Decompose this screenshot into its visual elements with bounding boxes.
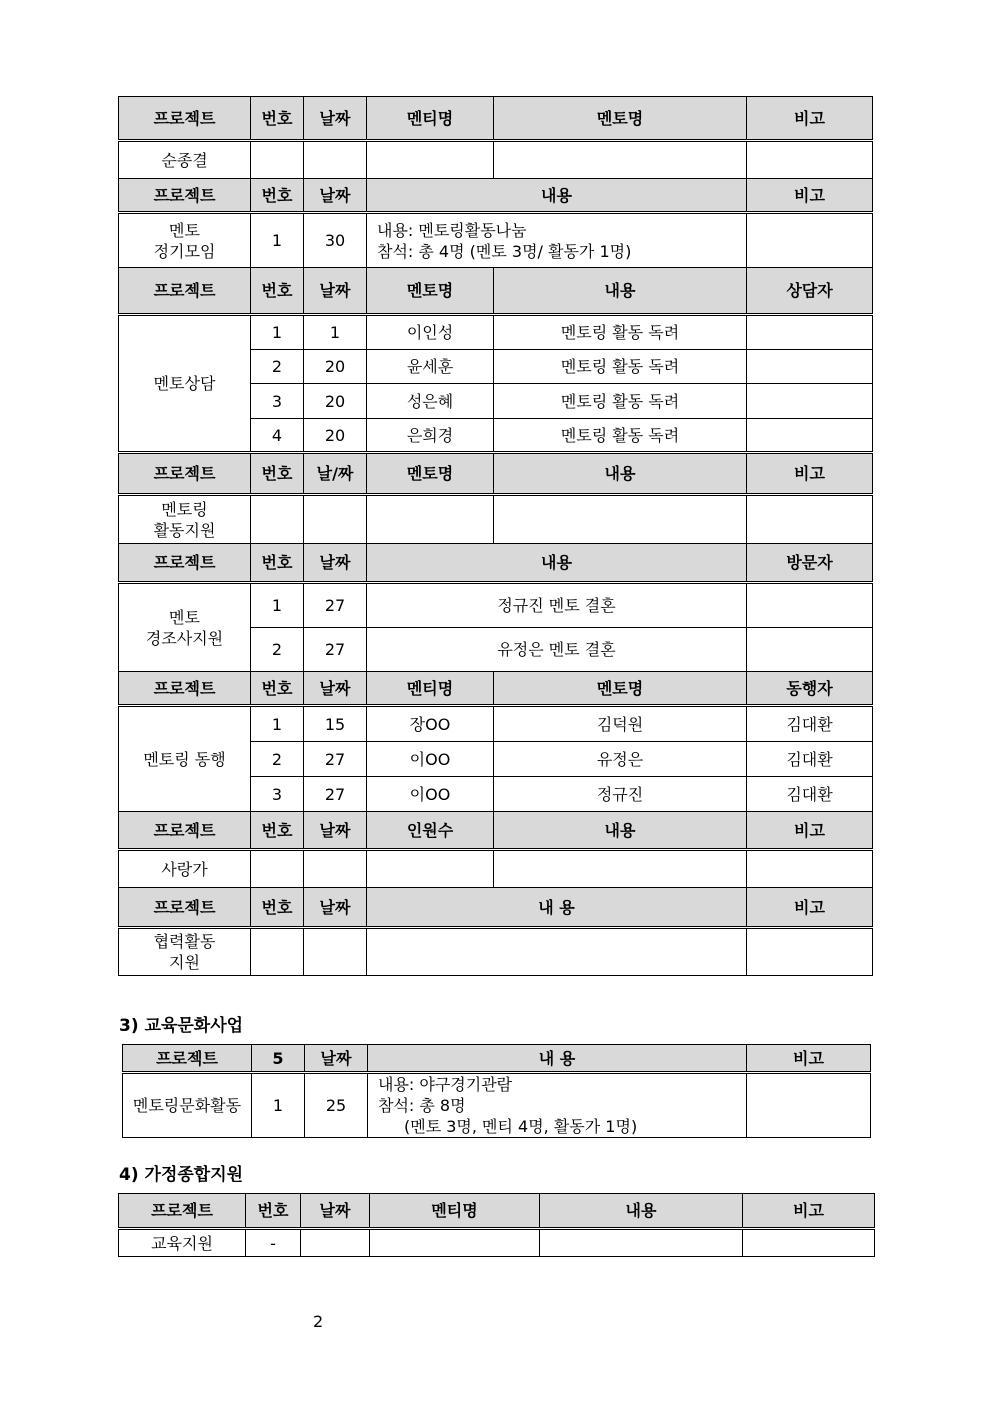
col-header-content: 내용 [494, 268, 747, 315]
table-row [119, 850, 873, 888]
col-header-mentor: 멘토명 [494, 97, 747, 141]
number-cell: 2 [251, 628, 304, 672]
mentor-cell: 김덕원 [494, 706, 747, 742]
header-row [119, 97, 873, 141]
page-number: 2 [313, 1312, 324, 1331]
project-line: 활동지원 [153, 520, 216, 540]
col-header-project: 프로젝트 [123, 1045, 252, 1073]
project-line: 경조사지원 [145, 628, 224, 648]
col-header-number: 번호 [251, 888, 304, 928]
col-header-date: 날/짜 [304, 453, 367, 495]
table-row [119, 495, 873, 544]
section-heading: 3) 교육문화사업 [119, 1016, 244, 1036]
table-row [119, 141, 873, 179]
header-row [119, 1194, 875, 1229]
table-row [119, 1229, 875, 1257]
content-line: 내용: 야구경기관람 [378, 1075, 513, 1094]
empty-cell [747, 315, 873, 350]
empty-cell [494, 495, 747, 544]
col-header-content: 내용 [367, 544, 747, 583]
companion-cell: 김대환 [747, 777, 873, 812]
project-line: 멘토 [169, 607, 200, 627]
col-header-project: 프로젝트 [119, 453, 251, 495]
empty-cell [747, 495, 873, 544]
content-line [378, 1116, 746, 1137]
content-line: 내용: 멘토링활동나눔 [377, 220, 527, 240]
project-cell [119, 928, 251, 976]
col-header-mentee: 멘티명 [367, 672, 494, 706]
empty-cell [747, 628, 873, 672]
empty-cell [251, 141, 304, 179]
empty-cell [304, 850, 367, 888]
col-header-note: 비고 [743, 1194, 875, 1229]
content-line: 참석: 총 8명 [378, 1096, 466, 1115]
mentee-cell: 장OO [367, 706, 494, 742]
project-cell: 멘토상담 [119, 315, 251, 453]
col-header-number: 5 [252, 1045, 305, 1073]
col-header-date: 날짜 [304, 544, 367, 583]
col-header-project: 프로젝트 [119, 1194, 246, 1229]
empty-cell [304, 141, 367, 179]
col-header-note: 비고 [747, 97, 873, 141]
col-header-date: 날짜 [304, 812, 367, 850]
empty-cell [540, 1229, 743, 1257]
col-header-mentee: 멘티명 [370, 1194, 540, 1229]
number-cell: 2 [251, 350, 304, 384]
col-header-date: 날짜 [304, 268, 367, 315]
col-header-mentee: 멘티명 [367, 97, 494, 141]
col-header-note: 비고 [747, 453, 873, 495]
family-support-table [118, 1193, 875, 1257]
date-cell: 20 [304, 350, 367, 384]
empty-cell [747, 213, 873, 268]
col-header-date: 날짜 [304, 97, 367, 141]
content-line-text: (멘토 3명, 멘티 4명, 활동가 1명) [404, 1117, 638, 1136]
project-line: 멘토링 [161, 499, 208, 519]
empty-cell [367, 495, 494, 544]
mentor-cell: 성은혜 [367, 384, 494, 419]
col-header-project: 프로젝트 [119, 179, 251, 213]
date-cell: 15 [304, 706, 367, 742]
col-header-content: 내용 [367, 179, 747, 213]
number-cell: 1 [251, 213, 304, 268]
project-line: 지원 [169, 953, 200, 972]
mentor-cell: 윤세훈 [367, 350, 494, 384]
table-row [123, 1073, 871, 1138]
header-row [119, 672, 873, 706]
col-header-content: 내 용 [367, 888, 747, 928]
project-line: 정기모임 [153, 241, 216, 261]
empty-cell [367, 850, 494, 888]
mentor-cell: 유정은 [494, 742, 747, 777]
empty-cell [747, 419, 873, 453]
mentor-cell: 정규진 [494, 777, 747, 812]
header-row [119, 268, 873, 315]
empty-cell [251, 495, 304, 544]
empty-cell [367, 141, 494, 179]
empty-cell [367, 928, 747, 976]
empty-cell [747, 141, 873, 179]
number-cell: 1 [251, 583, 304, 628]
empty-cell [747, 850, 873, 888]
empty-cell [251, 928, 304, 976]
empty-cell [304, 495, 367, 544]
col-header-content: 내 용 [368, 1045, 747, 1073]
project-cell: 순종결 [119, 141, 251, 179]
col-header-visitor: 방문자 [747, 544, 873, 583]
content-cell: 멘토링 활동 독려 [494, 350, 747, 384]
table-row [119, 928, 873, 976]
col-header-project: 프로젝트 [119, 812, 251, 850]
content-cell: 유정은 멘토 결혼 [367, 628, 747, 672]
project-cell [119, 495, 251, 544]
col-header-number: 번호 [251, 812, 304, 850]
col-header-project: 프로젝트 [119, 268, 251, 315]
header-row [119, 812, 873, 850]
table-row [119, 315, 873, 350]
project-line: 멘토 [169, 220, 200, 240]
number-cell: 3 [251, 384, 304, 419]
col-header-date: 날짜 [304, 179, 367, 213]
project-cell [119, 583, 251, 672]
table-row [119, 583, 873, 628]
col-header-companion: 동행자 [747, 672, 873, 706]
col-header-mentor: 멘토명 [494, 672, 747, 706]
empty-cell [747, 384, 873, 419]
content-line: 참석: 총 4명 (멘토 3명/ 활동가 1명) [377, 241, 632, 261]
empty-cell [301, 1229, 370, 1257]
number-cell: 4 [251, 419, 304, 453]
content-cell [368, 1073, 747, 1138]
col-header-number: 번호 [251, 544, 304, 583]
content-cell: 정규진 멘토 결혼 [367, 583, 747, 628]
col-header-note: 비고 [747, 1045, 871, 1073]
mentee-cell: 이OO [367, 777, 494, 812]
date-cell: 27 [304, 742, 367, 777]
empty-cell [251, 850, 304, 888]
project-line: 협력활동 [153, 932, 216, 951]
col-header-mentor: 멘토명 [367, 268, 494, 315]
col-header-counselor: 상담자 [747, 268, 873, 315]
col-header-project: 프로젝트 [119, 544, 251, 583]
col-header-headcount: 인원수 [367, 812, 494, 850]
col-header-number: 번호 [251, 453, 304, 495]
companion-cell: 김대환 [747, 706, 873, 742]
date-cell: 27 [304, 583, 367, 628]
date-cell: 1 [304, 315, 367, 350]
col-header-number: 번호 [246, 1194, 301, 1229]
header-row [123, 1045, 871, 1073]
table-row [119, 213, 873, 268]
number-cell: 1 [252, 1073, 305, 1138]
empty-cell [370, 1229, 540, 1257]
project-cell: 사랑가 [119, 850, 251, 888]
col-header-number: 번호 [251, 97, 304, 141]
mentor-cell: 이인성 [367, 315, 494, 350]
content-cell [367, 213, 747, 268]
content-cell: 멘토링 활동 독려 [494, 384, 747, 419]
table-row [119, 706, 873, 742]
col-header-content: 내용 [494, 453, 747, 495]
col-header-project: 프로젝트 [119, 888, 251, 928]
col-header-mentor: 멘토명 [367, 453, 494, 495]
empty-cell [494, 850, 747, 888]
empty-cell [494, 141, 747, 179]
col-header-date: 날짜 [304, 888, 367, 928]
col-header-content: 내용 [540, 1194, 743, 1229]
number-cell: - [246, 1229, 301, 1257]
mentor-cell: 은희경 [367, 419, 494, 453]
mentee-cell: 이OO [367, 742, 494, 777]
empty-cell [747, 1073, 871, 1138]
content-cell: 멘토링 활동 독려 [494, 419, 747, 453]
number-cell: 2 [251, 742, 304, 777]
col-header-note: 비고 [747, 888, 873, 928]
number-cell: 1 [251, 706, 304, 742]
date-cell: 27 [304, 628, 367, 672]
education-culture-table [122, 1044, 871, 1138]
date-cell: 30 [304, 213, 367, 268]
companion-cell: 김대환 [747, 742, 873, 777]
section-heading: 4) 가정종합지원 [119, 1165, 244, 1185]
number-cell: 1 [251, 315, 304, 350]
col-header-project: 프로젝트 [119, 672, 251, 706]
header-row [119, 544, 873, 583]
project-cell [119, 213, 251, 268]
header-row [119, 888, 873, 928]
header-row [119, 179, 873, 213]
col-header-number: 번호 [251, 672, 304, 706]
empty-cell [747, 350, 873, 384]
project-cell: 교육지원 [119, 1229, 246, 1257]
date-cell: 27 [304, 777, 367, 812]
empty-cell [747, 928, 873, 976]
col-header-note: 비고 [747, 179, 873, 213]
content-cell: 멘토링 활동 독려 [494, 315, 747, 350]
col-header-date: 날짜 [304, 672, 367, 706]
header-row [119, 453, 873, 495]
project-cell: 멘토링 동행 [119, 706, 251, 812]
col-header-number: 번호 [251, 268, 304, 315]
date-cell: 20 [304, 384, 367, 419]
date-cell: 25 [305, 1073, 368, 1138]
col-header-number: 번호 [251, 179, 304, 213]
empty-cell [743, 1229, 875, 1257]
main-activity-table [118, 96, 873, 976]
empty-cell [747, 583, 873, 628]
col-header-project: 프로젝트 [119, 97, 251, 141]
col-header-date: 날짜 [305, 1045, 368, 1073]
number-cell: 3 [251, 777, 304, 812]
project-cell: 멘토링문화활동 [123, 1073, 252, 1138]
col-header-note: 비고 [747, 812, 873, 850]
col-header-content: 내용 [494, 812, 747, 850]
col-header-date: 날짜 [301, 1194, 370, 1229]
empty-cell [304, 928, 367, 976]
date-cell: 20 [304, 419, 367, 453]
